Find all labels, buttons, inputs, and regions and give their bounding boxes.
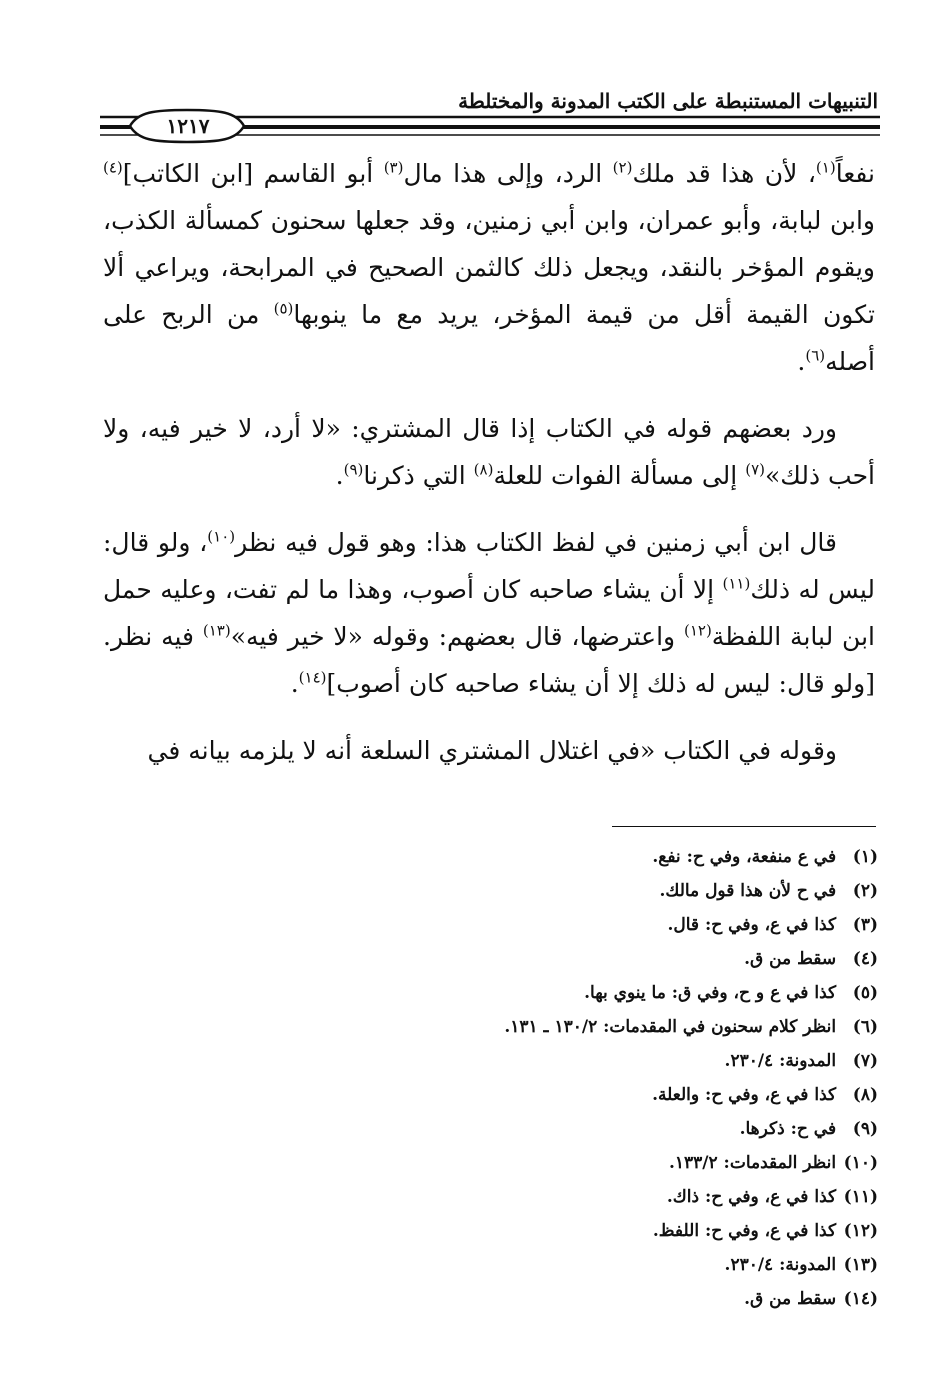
- footnote-number: (٤): [852, 949, 878, 969]
- footnote-item: [108, 1282, 878, 1316]
- footnote-item: [108, 1010, 878, 1044]
- footnote-item: [108, 1044, 878, 1078]
- footnote-text: انظر المقدمات: ١٣٣/٢.: [668, 1153, 842, 1173]
- footnote-text: في ح: ذكرها.: [739, 1119, 842, 1139]
- footnote-text: المدونة: ٢٣٠/٤.: [724, 1051, 842, 1071]
- text-run: ، ولو قال: ليس له ذلك: [103, 528, 875, 604]
- text-run: .: [797, 347, 806, 376]
- text-run: من الربح على أصله: [103, 300, 875, 376]
- footnote-number: (٣): [852, 915, 878, 935]
- footnote-text: كذا في ع، وفي ح: اللفظ.: [652, 1221, 842, 1241]
- footnote-item: [108, 1248, 878, 1282]
- main-text: [103, 150, 875, 774]
- footnote-reference: (٥): [273, 299, 294, 318]
- running-title: التنبيهات المستنبطة على الكتب المدونة والمختلطة: [458, 89, 878, 113]
- text-run: إلى مسألة الفوات للعلة: [493, 461, 746, 490]
- footnote-item: [108, 1214, 878, 1248]
- footnote-text: كذا في ع و ح، وفي ق: ما ينوي بها.: [584, 983, 842, 1003]
- text-run: فيه نظر. [ولو قال: ليس له ذلك إلا أن يشاء صاحبه كان أصوب]: [103, 622, 875, 698]
- footnote-reference: (١٢): [683, 621, 712, 640]
- text-run: نفعاً: [835, 159, 875, 188]
- footnote-number: (١١): [843, 1187, 878, 1207]
- footnote-text: سقط من ق.: [744, 949, 842, 969]
- footnote-number: (١٢): [843, 1221, 878, 1241]
- footnote-reference: (١٠): [207, 527, 236, 546]
- footnote-reference: (٤): [103, 158, 123, 177]
- footnote-reference: (٣): [383, 158, 404, 177]
- footnote-reference: (١): [815, 158, 836, 177]
- page-number: ١٢١٧: [166, 114, 210, 138]
- text-run: التي ذكرنا: [363, 461, 474, 490]
- footnote-text: كذا في ع، وفي ح: والعلة.: [652, 1085, 842, 1105]
- footnote-text: كذا في ع، وفي ح: قال.: [667, 915, 842, 935]
- footnote-item: [108, 1112, 878, 1146]
- text-run: ، لأن هذا قد ملك: [632, 159, 816, 188]
- footnote-reference: (٩): [343, 460, 364, 479]
- footnote-item: [108, 976, 878, 1010]
- footnote-number: (٨): [852, 1085, 878, 1105]
- footnote-reference: (١٣): [202, 621, 231, 640]
- footnote-number: (١): [852, 847, 878, 867]
- paragraph-2: [103, 405, 875, 499]
- footnote-reference: (١١): [722, 574, 751, 593]
- footnote-reference: (٨): [473, 460, 494, 479]
- footnote-reference: (٢): [612, 158, 633, 177]
- footnote-number: (٥): [852, 983, 878, 1003]
- footnote-item: [108, 840, 878, 874]
- footnote-number: (١٤): [843, 1289, 878, 1309]
- text-run: ورد بعضهم قوله في الكتاب إذا قال المشتري: «لا أرد، لا خير فيه، ولا أحب ذلك»: [103, 414, 875, 490]
- footnote-item: [108, 1180, 878, 1214]
- text-run: واعترضها، قال بعضهم: وقوله «لا خير فيه»: [230, 622, 684, 651]
- footnote-text: انظر كلام سحنون في المقدمات: ١٣٠/٢ ـ ١٣١.: [504, 1017, 842, 1037]
- text-run: قال ابن أبي زمنين في لفظ الكتاب هذا: وهو قول فيه نظر: [235, 528, 837, 557]
- footnote-item: [108, 874, 878, 908]
- footnote-reference: (٦): [805, 346, 826, 365]
- footnote-separator: [612, 826, 876, 827]
- footnote-item: [108, 908, 878, 942]
- footnote-number: (٢): [852, 881, 878, 901]
- footnote-item: [108, 1146, 878, 1180]
- footnote-reference: (١٤): [298, 668, 327, 687]
- text-run: أبو القاسم [ابن الكاتب]: [122, 159, 384, 188]
- paragraph-3: [103, 519, 875, 707]
- footnote-list: [108, 840, 878, 1316]
- footnote-number: (٩): [852, 1119, 878, 1139]
- text-run: الرد، وإلى هذا مال: [403, 159, 613, 188]
- footnote-number: (٧): [852, 1051, 878, 1071]
- text-run: .: [290, 669, 299, 698]
- footnote-number: (٦): [852, 1017, 878, 1037]
- text-run: إلا أن يشاء صاحبه كان أصوب، وهذا ما لم تفت، وعليه حمل ابن لبابة اللفظة: [103, 575, 875, 651]
- footnote-text: في ع منفعة، وفي ح: نفع.: [652, 847, 842, 867]
- text-run: .: [335, 461, 344, 490]
- footnote-number: (١٠): [843, 1153, 878, 1173]
- footnote-text: سقط من ق.: [744, 1289, 842, 1309]
- text-run: وابن لبابة، وأبو عمران، وابن أبي زمنين، وقد جعلها سحنون كمسألة الكذب، ويقوم المؤخر بالنقد، ويجعل ذلك كالثمن الصحيح في المرابحة، ويراعي ألا تكون القيمة أقل من قيمة المؤخر، يريد مع ما ينوبها: [103, 206, 875, 329]
- footnote-text: في ح لأن هذا قول مالك.: [659, 881, 842, 901]
- paragraph-4: [103, 727, 875, 774]
- paragraph-1: [103, 150, 875, 385]
- footnote-text: كذا في ع، وفي ح: ذاك.: [666, 1187, 842, 1207]
- footnote-number: (١٣): [843, 1255, 878, 1275]
- footnote-reference: (٧): [745, 460, 765, 479]
- footnote-item: [108, 1078, 878, 1112]
- text-run: وقوله في الكتاب «في اغتلال المشتري السلعة أنه لا يلزمه بيانه في: [147, 736, 837, 765]
- footnote-text: المدونة: ٢٣٠/٤.: [724, 1255, 842, 1275]
- footnote-item: [108, 942, 878, 976]
